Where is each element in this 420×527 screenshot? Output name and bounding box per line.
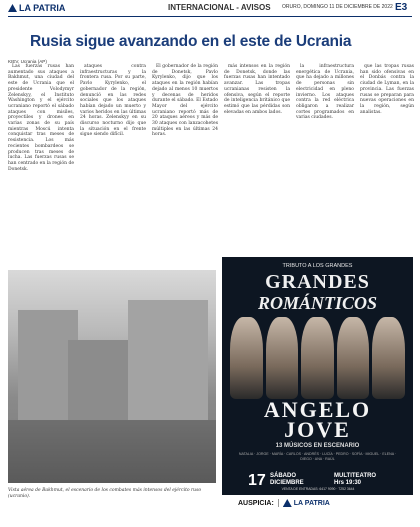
ad-venue-name: MULTITEATRO — [334, 473, 377, 479]
column-4-text: más intensos en la región de Donetsk, donde las fuerzas rusas han intentado avanzar. Las tropas ucranianas resisten la ofensiva, según el reporte de inteligencia británico que estimó que las pérdidas son elevadas en ambos lados. — [224, 64, 290, 115]
ad-musicians: 13 MÚSICOS EN ESCENARIO — [275, 443, 360, 449]
article-headline: Rusia sigue avanzando en el este de Ucrania — [30, 33, 352, 50]
sponsor-logo-text: LA PATRIA — [293, 499, 330, 507]
column-2-text: ataques contra infraestructuras y la frontera rusa. Por su parte, Pavlo Kyrylenko, el gobernador de la región, denunció en las redes sociales que los ataques habían dejado un muerto y varios heridos en las últimas 24 horas. Zelenskyy en su discurso nocturno dijo que la situación en el frente sigue siendo difícil. — [80, 64, 146, 138]
page-number: E3 — [395, 2, 408, 13]
column-3-text: El gobernador de la región de Donetsk, Pavlo Kyrylenko, dijo que los ataques en la región habían dejado al menos 10 muertos y decenas de heridos durante el sábado. El Estado Mayor del ejército ucraniano reportó más de 20 ataques aéreos y más de 30 ataques con lanzacohetes múltiples en las últimas 24 horas. — [152, 64, 218, 138]
performer-image — [230, 317, 263, 399]
ad-day: 17 — [248, 472, 266, 489]
sponsor-label: AUSPICIA: — [238, 499, 274, 507]
article-column-2 — [80, 64, 146, 138]
page-header — [0, 0, 420, 16]
ad-angelo: ANGELO — [263, 397, 372, 422]
sponsor-logo — [278, 499, 330, 507]
photo-rubble — [8, 420, 216, 483]
article-column-6 — [360, 64, 414, 115]
logo-icon — [8, 4, 17, 12]
article-column-3 — [152, 64, 218, 138]
header-rule — [8, 16, 412, 17]
ad-grandes: GRANDES — [265, 271, 370, 293]
ad-time: Hrs 19:30 — [334, 479, 362, 486]
concert-advertisement — [222, 257, 413, 495]
ad-performers-photo — [230, 317, 405, 399]
performer-image — [372, 317, 405, 399]
performer-image — [337, 317, 370, 399]
article-column-5 — [296, 64, 354, 121]
ad-venue — [334, 473, 376, 486]
ad-ticket-info: VENTA DE ENTRADAS: 6417 9090 · 7252 3644 — [281, 487, 355, 491]
column-1-text: Las fuerzas rusas han aumentado sus ataques a Bakhmut, una ciudad del este de Ucrania que el presidente Volodymyr Zelenskyy, el Instituto Washington y el ejército ucraniano reportó el sábado ataques con misiles, proyectiles y drones en varias zonas de su país mientras Moscú intenta conquistar tras meses de resistencia. Los más recientes bombardeos se producen tras meses de lucha. Las fuerzas rusas se han centrado en la región de Donetsk. — [8, 64, 74, 172]
ad-tributo: TRIBUTO A LOS GRANDES — [282, 263, 353, 269]
ad-month: DICIEMBRE — [270, 479, 304, 486]
dateline: ORURO, DOMINGO 11 DE DICIEMBRE DE 2022 — [282, 4, 393, 10]
article-column-1 — [8, 64, 74, 172]
article-credit: KIEV, Ucrania (AP) — [8, 59, 47, 64]
photo-caption: Vista aérea de Bakhmut, el escenario de los combates más intensos del ejército ruso (ucranio). — [8, 488, 202, 499]
newspaper-logo — [8, 3, 65, 13]
logo-icon — [283, 499, 292, 507]
logo-text: LA PATRIA — [19, 3, 66, 13]
performer-image — [266, 317, 299, 399]
column-6-text: que las tropas rusas han sido ofensivas en el Donbás contra la ciudad de Lyman, en la provincia. Las fuerzas rusas se preparan para nuevas operaciones en la región, según analistas. — [360, 64, 414, 115]
ad-date-text — [270, 473, 304, 486]
article-photo — [8, 270, 216, 483]
ad-romanticos: ROMÁNTICOS — [257, 293, 378, 313]
ad-name-list: NATALIA · JORGE · MARÍA · CARLOS · ANDRÉS · LUCÍA · PEDRO · SOFÍA · MIGUEL · ELENA · DIEGO · ANA · RAÚL — [238, 452, 397, 461]
ad-sponsor-bar — [222, 497, 413, 509]
article-column-4 — [224, 64, 290, 115]
performer-image — [301, 317, 334, 399]
ad-jove: JOVE — [284, 417, 351, 442]
column-5-text: la infraestructura energética de Ucrania, que ha dejado a millones de personas sin electricidad en pleno invierno. Los ataques contra la red eléctrica obligaron a realizar cortes programados en varias ciudades. — [296, 64, 354, 121]
section-name: INTERNACIONAL - AVISOS — [168, 3, 271, 12]
ad-weekday: SÁBADO — [270, 473, 297, 479]
